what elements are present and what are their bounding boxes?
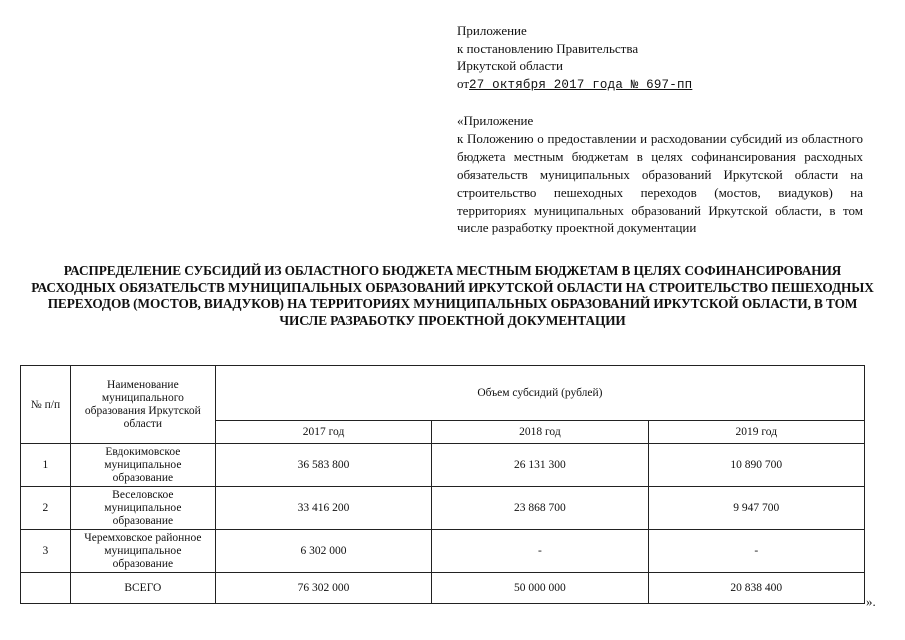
header-municipality: Наименование муниципального образования Иркутской области [70,366,215,444]
total-value-2019: 20 838 400 [648,573,864,604]
row-number: 1 [21,444,71,487]
table-header-row [21,366,865,421]
row-municipality: Веселовское муниципальное образование [70,487,215,530]
row-value-2017: 6 302 000 [215,530,431,573]
total-label: ВСЕГО [70,573,215,604]
row-value-2018: 23 868 700 [432,487,648,530]
row-municipality: Черемховское районное муниципальное образование [70,530,215,573]
appendix-header [457,22,867,94]
row-value-2018: - [432,530,648,573]
appendix-line-3: Иркутской области [457,58,563,73]
row-value-2017: 33 416 200 [215,487,431,530]
appendix-2-title: «Приложение [457,113,534,128]
document-title: РАСПРЕДЕЛЕНИЕ СУБСИДИЙ ИЗ ОБЛАСТНОГО БЮДЖЕТА МЕСТНЫМ БЮДЖЕТАМ В ЦЕЛЯХ СОФИНАНСИРОВАНИЯ РАСХОДНЫХ ОБЯЗАТЕЛЬСТВ МУНИЦИПАЛЬНЫХ ОБРАЗОВАНИЙ ИРКУТСКОЙ ОБЛАСТИ НА СТРОИТЕЛЬСТВО ПЕШЕХОДНЫХ ПЕРЕХОДОВ (МОСТОВ, ВИАДУКОВ) НА ТЕРРИТОРИЯХ МУНИЦИПАЛЬНЫХ ОБРАЗОВАНИЙ ИРКУТСКОЙ ОБЛАСТИ, В ТОМ ЧИСЛЕ РАЗРАБОТКУ ПРОЕКТНОЙ ДОКУМЕНТАЦИИ [31,263,874,328]
appendix-line-2: к постановлению Правительства [457,40,639,56]
date-prefix: от [457,75,470,91]
row-number: 2 [21,487,71,530]
header-year-2019: 2019 год [648,421,864,444]
closing-quote: ». [866,594,876,609]
table-row [21,444,865,487]
table-total-row [21,573,865,604]
row-number: 3 [21,530,71,573]
table-row [21,530,865,573]
subsidy-table [20,365,865,604]
total-value-2017: 76 302 000 [215,573,431,604]
header-subsidy-volume: Объем субсидий (рублей) [215,366,864,421]
row-value-2019: 9 947 700 [648,487,864,530]
header-year-2017: 2017 год [215,421,431,444]
header-year-2018: 2018 год [432,421,648,444]
row-value-2019: - [648,530,864,573]
total-number [21,573,71,604]
resolution-date-line [457,75,867,95]
row-value-2018: 26 131 300 [432,444,648,487]
header-number: № п/п [21,366,71,444]
appendix-2-body: к Положению о предоставлении и расходовании субсидий из областного бюджета местным бюджетам в целях софинансирования расходных обязательств муниципальных образований Иркутской области на строительство пешеходных переходов (мостов, виадуков) на территориях муниципальных образований Иркутской области, в том числе разработку проектной документации [457,130,863,236]
appendix-2-block [457,112,863,237]
appendix-line-1: Приложение [457,23,527,38]
row-value-2019: 10 890 700 [648,444,864,487]
table-row [21,487,865,530]
row-municipality: Евдокимовское муниципальное образование [70,444,215,487]
row-value-2017: 36 583 800 [215,444,431,487]
total-value-2018: 50 000 000 [432,573,648,604]
resolution-date: 27 октября 2017 года № 697-пп [469,77,693,92]
